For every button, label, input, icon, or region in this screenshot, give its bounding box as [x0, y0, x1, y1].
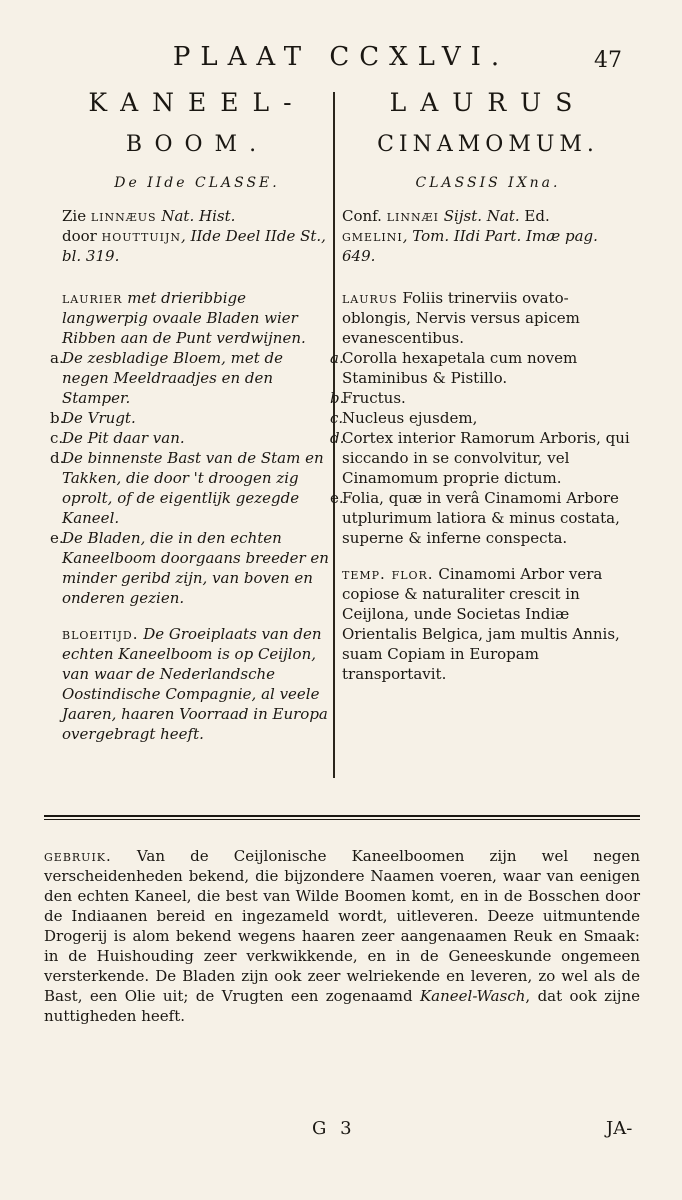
item-text: Corolla hexapetala cum novem Staminibus & Pistillo. [342, 349, 578, 387]
item-text: De Bladen, die in den echten Kaneelboom doorgaans breeder en minder geribd zijn, van boven en onderen gezien. [62, 529, 329, 607]
item-text: De Pit daar van. [62, 429, 185, 447]
list-item [50, 348, 332, 408]
latin-reference [342, 206, 634, 266]
ref-prefix: Zie [62, 207, 91, 225]
flowering-text: De Groeiplaats van den echten Kaneelboom is op Ceijlon, van waar de Nederlandsche Oostindische Compagnie, al veele Jaaren, haaren Voorraad in Europa overgebragt heeft. [62, 625, 328, 743]
ref-edition: Ed. [519, 207, 550, 225]
item-label: c. [50, 429, 64, 447]
lead-word: laurus [342, 289, 398, 307]
dutch-column [50, 82, 332, 744]
list-item [50, 528, 332, 608]
item-label: b. [330, 389, 345, 407]
ref-connector: door [62, 227, 102, 245]
page-number: 47 [594, 48, 622, 73]
item-label: c. [330, 409, 344, 427]
item-label: e. [330, 489, 344, 507]
usage-paragraph [44, 846, 640, 1026]
item-text: Nucleus ejusdem, [342, 409, 478, 427]
list-item [330, 408, 634, 428]
dutch-reference [62, 206, 332, 266]
latin-title-line1: LAURUS [389, 88, 587, 117]
latin-classis: CLASSIS IXna. [415, 175, 561, 191]
flowering-text: Cinamomi Arbor vera copiose & naturaliter crescit in Ceijlona, unde Societas Indiæ Orientalis Belgica, jam multis Annis, suam Copiam in Europam transportavit. [342, 565, 620, 683]
ref-editor: gmelini [342, 227, 403, 245]
ref-volume: , IIde Deel IIde St., bl. 319. [62, 227, 326, 265]
ref-work: Nat. Hist. [156, 207, 236, 225]
usage-text: Van de Ceijlonische Kaneelboomen zijn wel negen verscheidenheden bekend, die bijzondere Naamen voeren, waar van eenigen den echten Kaneel, die best van Wilde Boomen komt, en in de Bosschen door de Indiaanen bereid en ingezameld wordt, uitleveren. Deeze uitmuntende Drogerij is alom bekend wegens haaren zeer aangenaamen Reuk en Smaak: in de Huishouding zeer verkwikkende, en in de Geneeskunde ongemeen versterkende. De Bladen zijn ook zeer welriekende en leveren, zo wel als de Bast, een Olie uit; de Vrugten een zogenaamd [44, 847, 640, 1005]
dutch-title-line2: BOOM. [125, 132, 269, 157]
item-label: a. [330, 349, 344, 367]
ref-prefix: Conf. [342, 207, 387, 225]
list-item [330, 348, 634, 388]
list-item [330, 488, 634, 548]
lead-text: met drieribbige langwerpig ovaale Bladen wier Ribben aan de Punt verdwijnen. [62, 289, 306, 347]
item-text: Folia, quæ in verâ Cinamomi Arbore utplurimum latiora & minus costata, superne & inferne conspecta. [342, 489, 620, 547]
usage-heading: gebruik. [44, 847, 112, 865]
list-item [50, 428, 332, 448]
dutch-title-line1: KANEEL- [88, 88, 306, 117]
plate-heading: PLAAT CCXLVI. [172, 42, 510, 72]
usage-italic-term: Kaneel-Wasch [419, 987, 526, 1005]
usage-tail: , dat ook zijne nuttigheden heeft. [44, 987, 640, 1025]
lead-word: laurier [62, 289, 123, 307]
list-item [50, 408, 332, 428]
item-text: Fructus. [342, 389, 406, 407]
latin-title-line2: CINAMOMUM. [377, 132, 599, 157]
item-label: d. [330, 429, 345, 447]
item-label: b. [50, 409, 65, 427]
flowering-heading: bloeitijd. [62, 625, 139, 643]
ref-volume: , Tom. IIdi Part. Imæ pag. 649. [342, 227, 598, 265]
section-rule [44, 815, 640, 820]
dutch-classe: De IIde CLASSE. [114, 175, 280, 191]
flowering-section [62, 624, 332, 744]
dutch-description [62, 288, 332, 348]
flowering-section [342, 564, 634, 684]
item-text: De zesbladige Bloem, met de negen Meeldraadjes en den Stamper. [62, 349, 284, 407]
flowering-heading: temp. flor. [342, 565, 434, 583]
ref-translator: houttuijn [101, 227, 182, 245]
ref-author: linnæus [90, 207, 157, 225]
catchword: JA- [606, 1118, 633, 1139]
list-item [330, 388, 634, 408]
item-text: Cortex interior Ramorum Arboris, qui siccando in se convolvitur, vel Cinamomum proprie dictum. [342, 429, 630, 487]
item-label: a. [50, 349, 64, 367]
signature-mark: G 3 [312, 1118, 356, 1139]
ref-work: Sijst. Nat. [439, 207, 520, 225]
lead-text: Foliis trinerviis ovato-oblongis, Nervis versus apicem evanescentibus. [342, 289, 580, 347]
latin-column [330, 82, 634, 684]
item-label: e. [50, 529, 64, 547]
item-label: d. [50, 449, 65, 467]
latin-description [342, 288, 634, 348]
list-item [330, 428, 634, 488]
list-item [50, 448, 332, 528]
item-text: De Vrugt. [62, 409, 136, 427]
ref-author: linnæi [386, 207, 439, 225]
item-text: De binnenste Bast van de Stam en Takken, die door 't droogen zig oprolt, of de eigentlijk gezegde Kaneel. [62, 449, 324, 527]
